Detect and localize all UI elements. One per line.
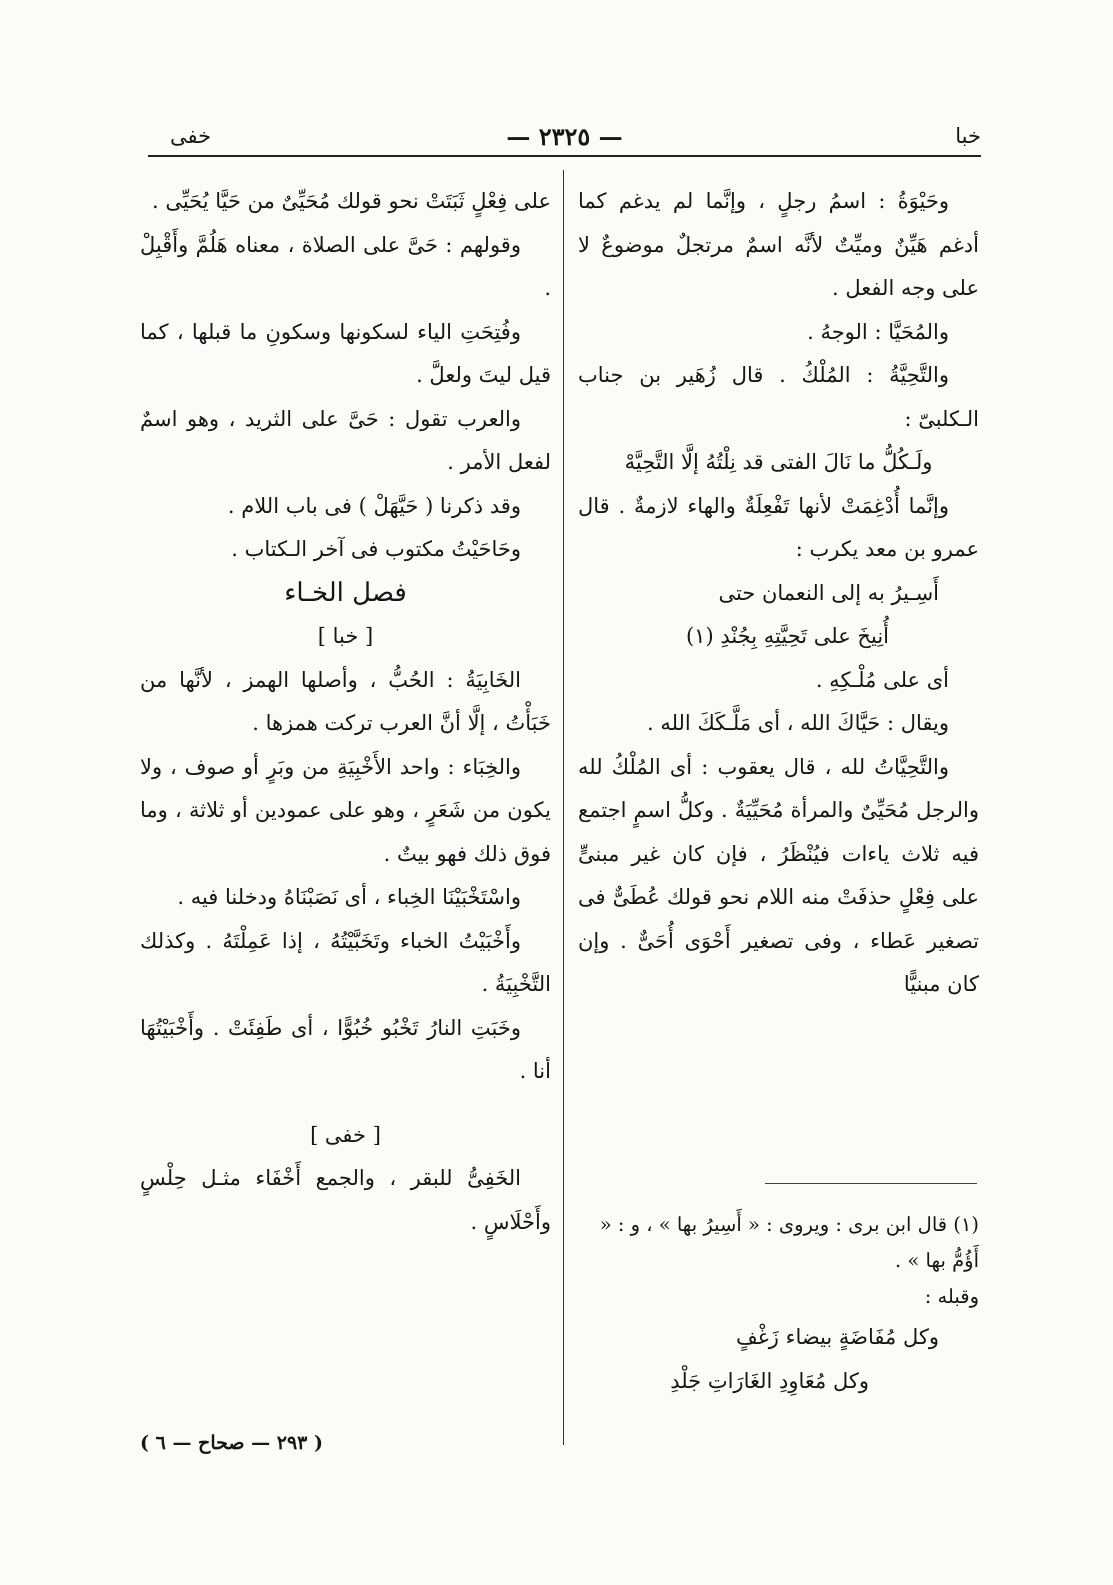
paragraph: وأَخْبَيْتُ الخباء وتَخَبَّيْتُهُ ، إذا عَمِلْتَهُ . وكذلك التَّخْبِيَةُ . — [140, 928, 551, 996]
paragraph: ويقال : حَيَّاكَ الله ، أى مَلَّـكَكَ الله . — [646, 711, 949, 735]
footnote-label: وقبله : — [924, 1285, 979, 1308]
signature-mark: ( ٢٩٣ — صحاح — ٦ ) — [140, 1432, 323, 1454]
footnote-verse: وكل مُفَاضَةٍ بيضاء زَغْفٍ — [736, 1325, 939, 1349]
page-header — [148, 124, 981, 152]
paragraph: والخِبَاء : واحد الأَخْبِيَةِ من وبَرٍ أو صوف ، ولا يكون من شَعَرٍ ، وهو على عمودين أو ثلاثة ، وما فوق ذلك فهو بيتٌ . — [140, 754, 551, 866]
paragraph: والتَّحِيَّاتُ لله ، قال يعقوب : أى المُلْكُ لله والرجل مُحَيِّىٌ والمرأة مُحَيِّيَةٌ . وكلُّ اسمٍ اجتمع فيه ثلاث ياءات فيُنْظَرُ ، فإن كان غير مبنىٍّ على فِعْلٍ حذفَتْ منه اللام نحو قولك عُطَىٌّ فى تصغير عَطاء ، وفى تصغير أَحْوَى أُحَىٌّ . وإن كان مبنيًّا — [578, 754, 979, 996]
paragraph: والعرب تقول : حَىَّ على الثريد ، وهو اسمٌ لفعل الأمر . — [140, 406, 551, 474]
footnotes — [578, 1207, 979, 1403]
paragraph: الخَفِىُّ للبقر ، والجمع أَخْفَاء مثـل حِلْسٍ وأَحْلَاسٍ . — [140, 1166, 551, 1234]
paragraph: أى على مُلْـكِهِ . — [815, 667, 949, 692]
paragraph: الخَابِيَةُ : الحُبُّ ، وأصلها الهمز ، لأنَّها من خَبَأْتُ ، إلَّا أنَّ العرب تركت همزها . — [140, 667, 551, 735]
paragraph: وإنَّما أُدْغِمَتْ لأنها تَفْعِلَةٌ والهاء لازمةٌ . قال عمرو بن معد يكرب : — [578, 493, 979, 561]
paragraph: وحَاحَيْتُ مكتوب فى آخر الـكتاب . — [231, 537, 521, 561]
page-number: — ٢٣٢٥ — — [506, 122, 623, 151]
header-left-word: خفى — [170, 124, 212, 148]
header-right-word: خبا — [955, 124, 981, 148]
verse-line: ولَـكُلُّ ما نَالَ الفتى قد نِلْتُهُ إلَّا التَّحِيَّهْ — [624, 450, 933, 474]
paragraph: واسْتَخْبَيْنَا الخِباء ، أى نَصَبْنَاهُ ودخلنا فيه . — [177, 885, 521, 909]
header-rule — [148, 155, 981, 157]
paragraph: وقولهم : حَىَّ على الصلاة ، معناه هَلُمَّ وأَقْبِلْ . — [140, 232, 551, 300]
paragraph: وقد ذكرنا ( حَيَّهَلْ ) فى باب اللام . — [227, 493, 521, 518]
left-column — [140, 180, 551, 1244]
footnote-rule — [765, 1183, 977, 1184]
entry-heading: [ خفى ] — [310, 1122, 381, 1147]
paragraph: وحَيْوَةُ : اسمُ رجلٍ ، وإنَّما لم يدغم كما أدغم هَيِّنٌ وميِّتٌ لأنَّه اسمٌ مرتجلٌ موضوعٌ لا على وجه الفعل . — [578, 189, 979, 300]
entry-heading: [ خبا ] — [317, 624, 374, 648]
paragraph: والمُحَيَّا : الوجهُ . — [807, 319, 949, 344]
paragraph: وخَبَتِ النارُ تَخْبُو خُبُوًّا ، أى طَفِئَتْ . وأَخْبَيْتُهَا أنا . — [140, 1015, 551, 1083]
verse-line: أُنِيخَ على تَحِيَّتِهِ بِجُنْدِ (١) — [685, 624, 889, 648]
paragraph: وفُتِحَتِ الياء لسكونها وسكونِ ما قبلها ، كما قيل ليتَ ولعلَّ . — [140, 319, 551, 387]
footnote-verse: وكل مُعَاوِدِ الغَارَاتِ جَلْدِ — [670, 1369, 869, 1393]
verse-line: أَسِـيرُ به إلى النعمان حتى — [718, 580, 939, 605]
section-title: فصل الخـاء — [284, 577, 407, 608]
paragraph: على فِعْلٍ ثَبَتَتْ نحو قولك مُحَيِّىٌ من حَيَّا يُحَيِّى . — [151, 189, 551, 213]
paragraph: والتَّحِيَّةُ : المُلْكُ . قال زُهَير بن جناب الـكلبىّ : — [578, 363, 979, 431]
column-divider — [563, 170, 564, 1445]
footnote-1: (١) قال ابن برى : ويروى : « أَسِيرُ بها » ، و : « أَؤُمُّ بها » . — [599, 1213, 979, 1272]
right-column — [578, 180, 979, 1007]
